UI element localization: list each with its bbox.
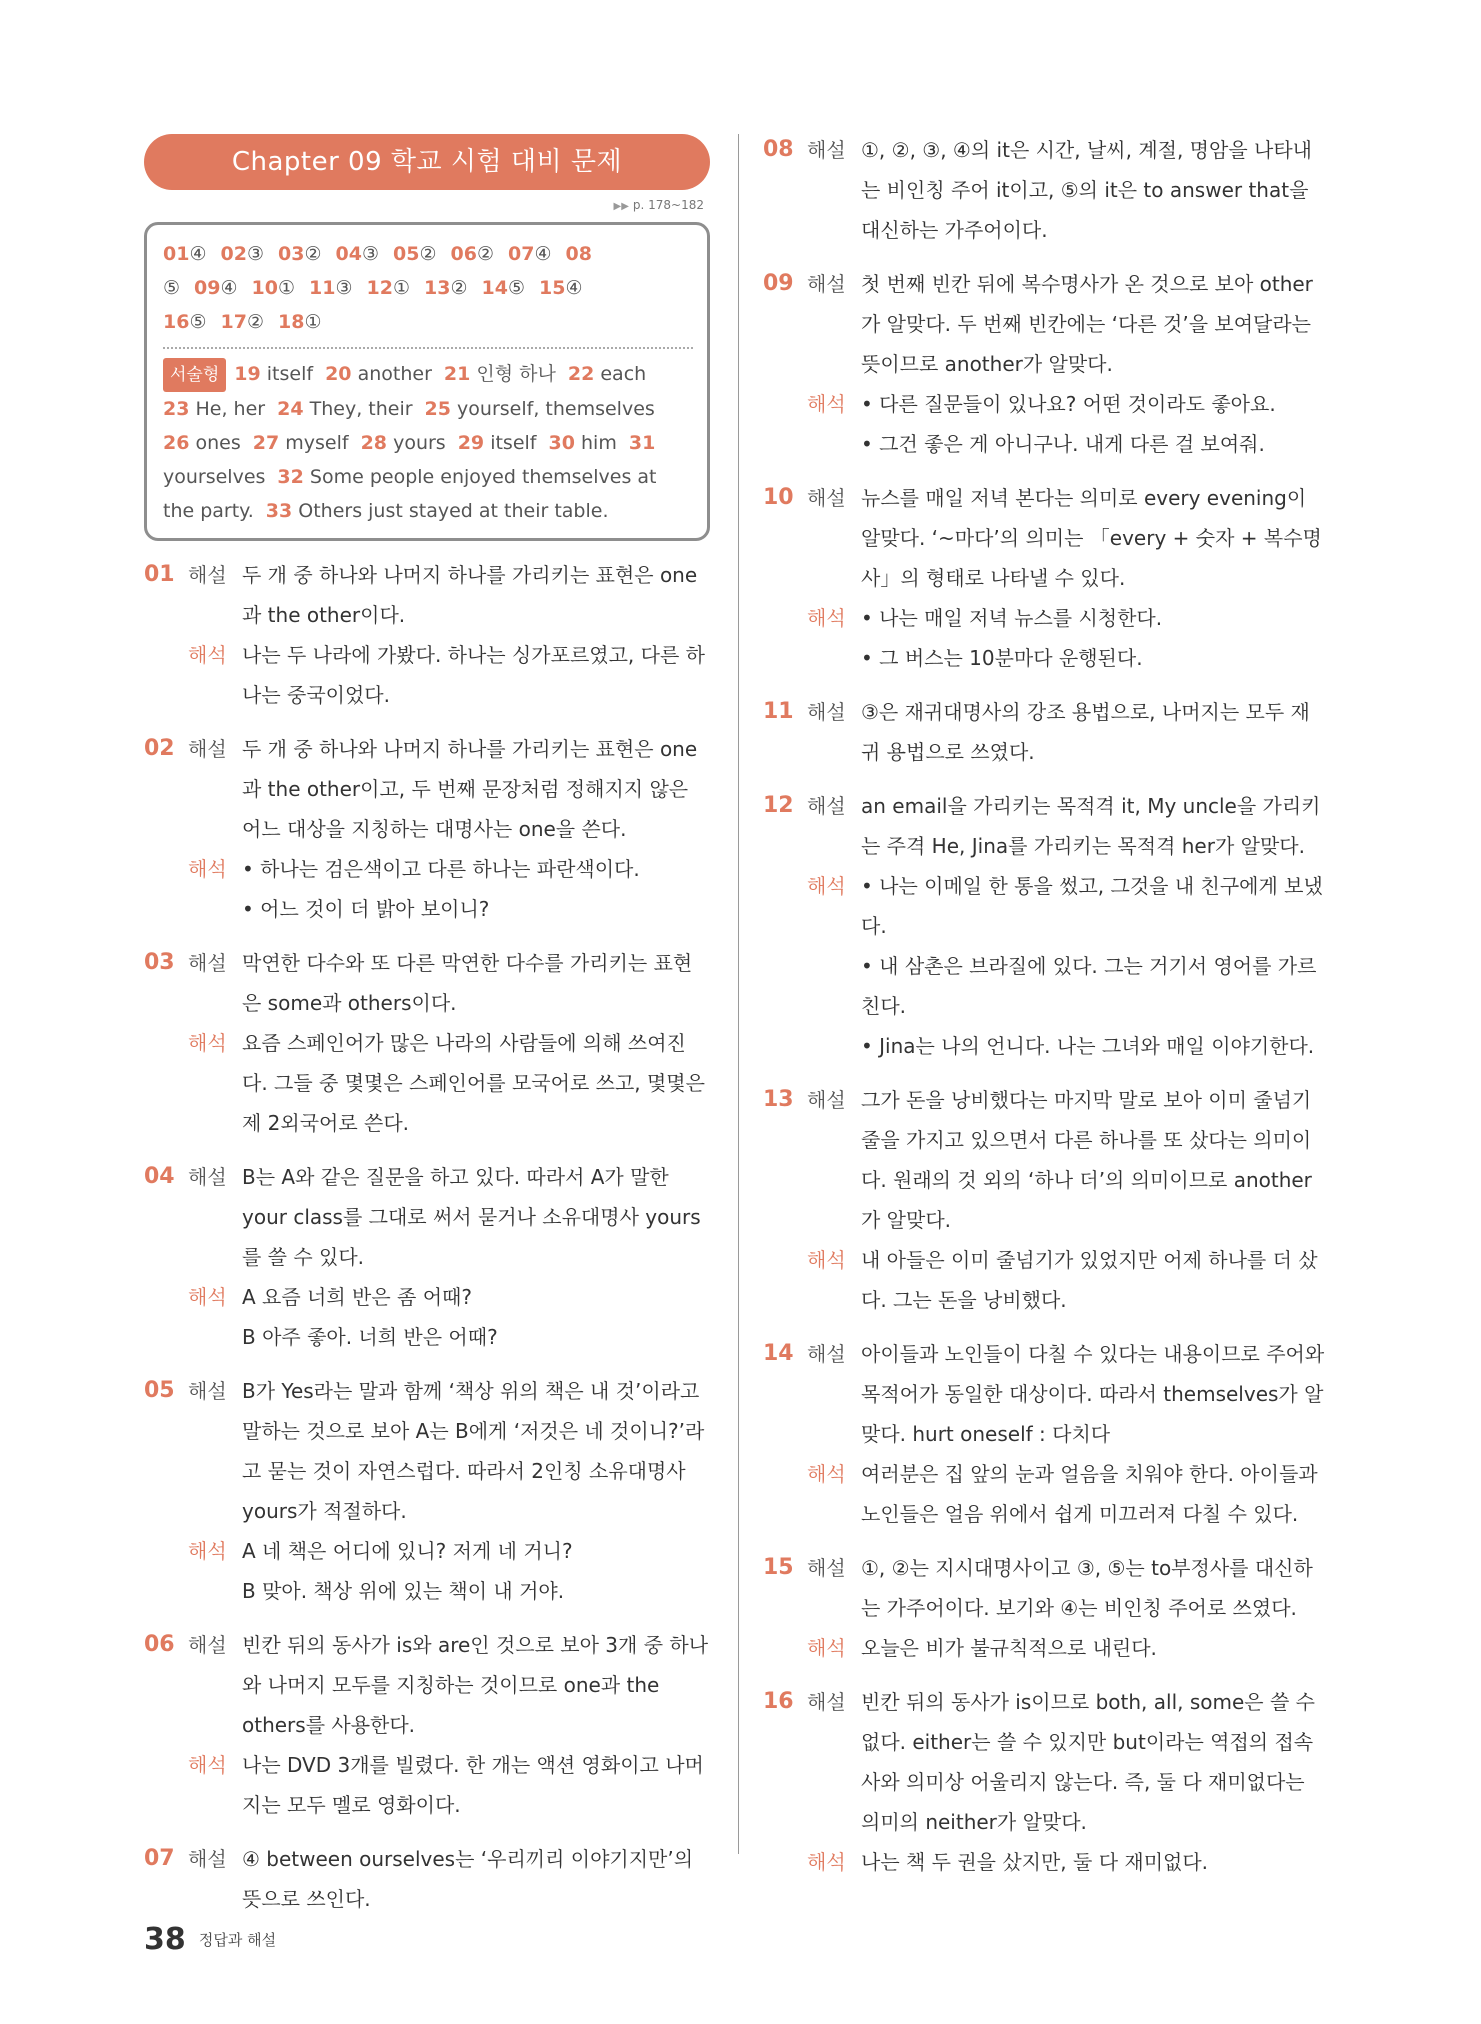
question-number: 11 [763, 699, 794, 724]
descriptive-row [163, 357, 693, 392]
descriptive-item [325, 363, 432, 385]
answer-number: 17 [220, 311, 247, 333]
translation-line: 여러분은 집 앞의 눈과 얼음을 치워야 한다. 아이들과 노인들은 얼음 위에서 쉽게 미끄러져 다칠 수 있다. [861, 1462, 1318, 1526]
answer-number: 22 [567, 363, 595, 385]
answer-value: They, their [309, 398, 413, 420]
page-ref-arrows: ▶▶ [613, 201, 629, 212]
translation-tag: 해석 [807, 874, 846, 898]
answer-item [367, 277, 411, 299]
answer-number: 13 [424, 277, 451, 299]
answer-value: Some people enjoyed themselves at [309, 466, 657, 488]
answer-number: 01 [163, 243, 190, 265]
translation-tag: 해석 [807, 1636, 846, 1660]
explanation-text: ③은 재귀대명사의 강조 용법으로, 나머지는 모두 재귀 용법으로 쓰였다. [861, 700, 1310, 764]
answer-number: 33 [265, 500, 293, 522]
descriptive-item [629, 432, 655, 454]
answer-box-separator [163, 347, 693, 349]
answer-number: 20 [325, 363, 352, 385]
question-number: 15 [763, 1555, 794, 1580]
question-number: 10 [763, 485, 794, 510]
explanation-text: 두 개 중 하나와 나머지 하나를 가리키는 표현은 one과 the other이다. [242, 563, 698, 627]
descriptive-item [163, 432, 241, 454]
explanation-entry [763, 692, 1329, 772]
descriptive-item [277, 466, 656, 488]
explanation-tag: 해설 [807, 486, 846, 510]
answer-number: 28 [360, 432, 388, 454]
translation-line: • 나는 매일 저녁 뉴스를 시청한다. [861, 606, 1163, 630]
translation-tag: 해석 [188, 1285, 227, 1309]
explanation-entry [144, 1839, 710, 1919]
answer-item [221, 243, 265, 265]
explanation-text: 뉴스를 매일 저녁 본다는 의미로 every evening이 알맞다. ‘~마다’의 의미는 「every + 숫자 + 복수명사」의 형태로 나타낼 수 있다. [861, 486, 1322, 590]
answer-value: ② [476, 243, 494, 265]
translation-block [763, 1628, 1329, 1668]
answer-item [451, 243, 495, 265]
explanation-tag: 해설 [188, 563, 227, 587]
translation-line: • 하나는 검은색이고 다른 하나는 파란색이다. [242, 857, 640, 881]
answer-item [539, 277, 583, 299]
explanation-tag: 해설 [807, 1342, 846, 1366]
answer-number: 06 [450, 243, 477, 265]
explanation-text: 첫 번째 빈칸 뒤에 복수명사가 온 것으로 보아 other가 알맞다. 두 번째 빈칸에는 ‘다른 것’을 보여달라는 뜻이므로 another가 알맞다. [861, 272, 1313, 376]
answer-number: 07 [508, 243, 535, 265]
translation-line: • 나는 이메일 한 통을 썼고, 그것을 내 친구에게 보냈다. [861, 874, 1323, 938]
translation-text [861, 384, 1329, 464]
descriptive-row [163, 494, 693, 528]
explanation-text: ①, ②, ③, ④의 it은 시간, 날씨, 계절, 명암을 나타내는 비인칭 주어 it이고, ⑤의 it은 to answer that을 대신하는 가주어이다. [861, 138, 1312, 242]
answer-number: 14 [481, 277, 508, 299]
answer-number: 32 [277, 466, 304, 488]
descriptive-label: 서술형 [163, 358, 226, 392]
translation-text [861, 1842, 1329, 1882]
answer-value: ④ [565, 277, 583, 299]
explanation-tag: 해설 [807, 700, 846, 724]
answer-number: 08 [565, 243, 592, 265]
question-number: 06 [144, 1632, 175, 1657]
translation-tag: 해석 [188, 1753, 227, 1777]
page-footer-label: 정답과 해설 [198, 1931, 277, 1949]
translation-line: 나는 DVD 3개를 빌렸다. 한 개는 액션 영화이고 나머지는 모두 멜로 영화이다. [242, 1753, 704, 1817]
question-number: 03 [144, 950, 175, 975]
explanation-text: B는 A와 같은 질문을 하고 있다. 따라서 A가 말한 your class를 그대로 써서 묻거나 소유대명사 yours를 쓸 수 있다. [242, 1165, 701, 1269]
answer-item [278, 311, 322, 333]
translation-line: • 다른 질문들이 있나요? 어떤 것이라도 좋아요. [861, 392, 1276, 416]
translation-block [144, 635, 710, 715]
answer-value: ④ [220, 277, 238, 299]
translation-line: • 어느 것이 더 밝아 보이니? [242, 897, 490, 921]
answer-value: ⑤ [508, 277, 526, 299]
question-number: 01 [144, 562, 175, 587]
translation-tag: 해석 [188, 857, 227, 881]
descriptive-item [266, 500, 609, 522]
page-footer [144, 1922, 276, 1957]
translation-text [861, 1628, 1329, 1668]
translation-block [763, 1454, 1329, 1534]
answer-item [163, 243, 207, 265]
translation-block [144, 1277, 710, 1357]
descriptive-item [568, 363, 646, 385]
translation-tag: 해석 [807, 392, 846, 416]
explanation-text: 빈칸 뒤의 동사가 is이므로 both, all, some은 쓸 수 없다. either는 쓸 수 있지만 but이라는 역접의 접속사와 의미상 어울리지 않는다. 즉, 둘 다 재미없다는 의미의 neither가 알맞다. [861, 1690, 1315, 1834]
answer-value: itself [490, 432, 537, 454]
explanation-text: 아이들과 노인들이 다칠 수 있다는 내용이므로 주어와 목적어가 동일한 대상이다. 따라서 themselves가 알맞다. hurt oneself : 다치다 [861, 1342, 1325, 1446]
answer-value: yourself, themselves [457, 398, 655, 420]
answer-number: 29 [457, 432, 485, 454]
question-number: 12 [763, 793, 794, 818]
translation-text [242, 1745, 710, 1825]
answer-item [163, 311, 207, 333]
page-ref-text: p. 178~182 [632, 198, 704, 212]
descriptive-item [361, 432, 446, 454]
answer-value: yours [393, 432, 446, 454]
translation-text [861, 1240, 1329, 1320]
explanation-tag: 해설 [807, 794, 846, 818]
answer-row [163, 305, 693, 339]
descriptive-item [549, 432, 617, 454]
answer-item [252, 277, 296, 299]
explanation-text: ④ between ourselves는 ‘우리끼리 이야기지만’의 뜻으로 쓰인다. [242, 1847, 694, 1911]
explanation-entry [763, 786, 1329, 1066]
translation-line: B 맞아. 책상 위에 있는 책이 내 거야. [242, 1579, 565, 1603]
answer-number: 27 [252, 432, 280, 454]
explanation-tag: 해설 [188, 1165, 227, 1189]
page-number: 38 [144, 1922, 186, 1957]
answer-value: ② [304, 243, 322, 265]
answer-number: 16 [163, 311, 190, 333]
answer-value: ⑤ [163, 277, 181, 299]
answer-value: ⑤ [189, 311, 207, 333]
answer-value: ones [195, 432, 241, 454]
explanation-tag: 해설 [807, 1556, 846, 1580]
explanation-tag: 해설 [188, 1847, 227, 1871]
descriptive-item [458, 432, 537, 454]
translation-block [763, 384, 1329, 464]
answer-value: ② [419, 243, 437, 265]
chapter-title: Chapter 09 학교 시험 대비 문제 [144, 134, 710, 190]
answer-number: 26 [163, 432, 190, 454]
translation-text [861, 866, 1329, 1066]
explanation-tag: 해설 [188, 1633, 227, 1657]
explanation-entry [144, 1371, 710, 1611]
translation-tag: 해석 [807, 1850, 846, 1874]
explanation-entry [144, 1157, 710, 1357]
translation-block [763, 1240, 1329, 1320]
explanation-tag: 해설 [188, 737, 227, 761]
answer-number: 25 [424, 398, 451, 420]
answer-number: 04 [335, 243, 362, 265]
explanation-entry [144, 1625, 710, 1825]
answer-value: ③ [361, 243, 379, 265]
answer-item [221, 311, 265, 333]
explanation-entry [144, 729, 710, 929]
answer-row [163, 237, 693, 271]
explanation-text: 그가 돈을 낭비했다는 마지막 말로 보아 이미 줄넘기 줄을 가지고 있으면서 다른 하나를 또 샀다는 의미이다. 원래의 것 외의 ‘하나 더’의 의미이므로 another가 알맞다. [861, 1088, 1312, 1232]
descriptive-row [163, 460, 693, 494]
explanation-entry [144, 555, 710, 715]
answer-key-box [144, 222, 710, 541]
answer-value: ③ [246, 243, 264, 265]
answer-number: 10 [251, 277, 278, 299]
translation-tag: 해석 [807, 1248, 846, 1272]
answer-number: 11 [309, 277, 336, 299]
translation-line: 나는 두 나라에 가봤다. 하나는 싱가포르였고, 다른 하나는 중국이었다. [242, 643, 705, 707]
answer-value: the party. [163, 500, 254, 522]
translation-line: A 네 책은 어디에 있니? 저게 네 거니? [242, 1539, 573, 1563]
translation-tag: 해석 [807, 606, 846, 630]
answer-number: 21 [443, 363, 471, 385]
explanation-text: 두 개 중 하나와 나머지 하나를 가리키는 표현은 one과 the other이고, 두 번째 문장처럼 정해지지 않은 어느 대상을 지칭하는 대명사는 one을 쓴다. [242, 737, 698, 841]
translation-line: B 아주 좋아. 너희 반은 어때? [242, 1325, 498, 1349]
answer-number: 18 [278, 311, 305, 333]
answer-value: ② [246, 311, 264, 333]
answer-value: He, her [195, 398, 266, 420]
explanation-tag: 해설 [188, 951, 227, 975]
answer-value: myself [285, 432, 349, 454]
descriptive-item [163, 500, 254, 522]
left-explanations [144, 555, 710, 1919]
answer-number: 02 [220, 243, 247, 265]
answer-number: 30 [548, 432, 575, 454]
translation-line: • 그 버스는 10분마다 운행된다. [861, 646, 1143, 670]
translation-line: 나는 책 두 권을 샀지만, 둘 다 재미없다. [861, 1850, 1209, 1874]
answer-number: 03 [278, 243, 305, 265]
descriptive-row [163, 392, 693, 426]
descriptive-item [277, 398, 412, 420]
answer-item [309, 277, 353, 299]
answer-value: ④ [189, 243, 207, 265]
translation-text [861, 1454, 1329, 1534]
answer-value: him [581, 432, 617, 454]
answer-number: 31 [628, 432, 656, 454]
descriptive-item [163, 466, 265, 488]
explanation-entry [763, 1548, 1329, 1668]
answer-value: ① [278, 277, 296, 299]
answer-item [566, 243, 592, 265]
translation-line: A 요즘 너희 반은 좀 어때? [242, 1285, 472, 1309]
answer-value: ① [304, 311, 322, 333]
translation-block [144, 849, 710, 929]
translation-text [242, 1277, 710, 1357]
question-number: 14 [763, 1341, 794, 1366]
explanation-text: 빈칸 뒤의 동사가 is와 are인 것으로 보아 3개 중 하나와 나머지 모두를 지칭하는 것이므로 one과 the others를 사용한다. [242, 1633, 709, 1737]
descriptive-item [444, 363, 556, 385]
answer-item [508, 243, 552, 265]
answer-number: 12 [366, 277, 393, 299]
answer-item [482, 277, 526, 299]
answer-value: each [600, 363, 647, 385]
answer-row [163, 271, 693, 305]
translation-block [763, 866, 1329, 1066]
translation-block [144, 1745, 710, 1825]
answer-value: 인형 하나 [476, 363, 556, 385]
explanation-text: an email을 가리키는 목적격 it, My uncle을 가리키는 주격 He, Jina를 가리키는 목적격 her가 알맞다. [861, 794, 1321, 858]
translation-text [242, 1023, 710, 1143]
explanation-entry [763, 264, 1329, 464]
question-number: 02 [144, 736, 175, 761]
answer-number: 09 [194, 277, 221, 299]
descriptive-item [425, 398, 655, 420]
answer-number: 19 [234, 363, 261, 385]
descriptive-item [253, 432, 349, 454]
question-number: 08 [763, 137, 794, 162]
answer-item [194, 277, 238, 299]
explanation-tag: 해설 [807, 1690, 846, 1714]
translation-text [242, 635, 710, 715]
right-column [763, 130, 1329, 1882]
translation-block [144, 1023, 710, 1143]
answer-value: yourselves [163, 466, 266, 488]
translation-line: • 내 삼촌은 브라질에 있다. 그는 거기서 영어를 가르친다. [861, 954, 1317, 1018]
translation-line: 요즘 스페인어가 많은 나라의 사람들에 의해 쓰여진다. 그들 중 몇몇은 스페인어를 모국어로 쓰고, 몇몇은 제 2외국어로 쓴다. [242, 1031, 705, 1135]
translation-line: • Jina는 나의 언니다. 나는 그녀와 매일 이야기한다. [861, 1034, 1315, 1058]
answer-item [424, 277, 468, 299]
question-number: 13 [763, 1087, 794, 1112]
answer-value: ③ [335, 277, 353, 299]
translation-tag: 해석 [188, 1539, 227, 1563]
translation-line: 오늘은 비가 불규칙적으로 내린다. [861, 1636, 1157, 1660]
translation-block [763, 1842, 1329, 1882]
answer-value: itself [266, 363, 314, 385]
question-number: 16 [763, 1689, 794, 1714]
answer-value: another [357, 363, 432, 385]
answer-item [393, 243, 437, 265]
explanation-entry [763, 1080, 1329, 1320]
explanation-entry [763, 1334, 1329, 1534]
answer-number: 15 [539, 277, 566, 299]
page-reference [144, 198, 704, 212]
answer-item [163, 277, 180, 299]
descriptive-item [163, 398, 265, 420]
answer-item [336, 243, 380, 265]
translation-tag: 해석 [188, 1031, 227, 1055]
answer-number: 24 [277, 398, 304, 420]
question-number: 09 [763, 271, 794, 296]
explanation-text: B가 Yes라는 말과 함께 ‘책상 위의 책은 내 것’이라고 말하는 것으로 보아 A는 B에게 ‘저것은 네 것이니?’라고 묻는 것이 자연스럽다. 따라서 2인칭 소유대명사 yours가 적절하다. [242, 1379, 705, 1523]
translation-block [763, 598, 1329, 678]
question-number: 07 [144, 1846, 175, 1871]
question-number: 05 [144, 1378, 175, 1403]
translation-text [242, 849, 710, 929]
explanation-entry [763, 130, 1329, 250]
explanation-tag: 해설 [188, 1379, 227, 1403]
translation-tag: 해석 [188, 643, 227, 667]
answer-item [278, 243, 322, 265]
answer-value: ④ [534, 243, 552, 265]
question-number: 04 [144, 1164, 175, 1189]
translation-line: • 그건 좋은 게 아니구나. 내게 다른 걸 보여줘. [861, 432, 1265, 456]
translation-block [144, 1531, 710, 1611]
explanation-tag: 해설 [807, 138, 846, 162]
answer-number: 05 [393, 243, 420, 265]
column-divider [738, 134, 739, 1854]
answer-value: ② [450, 277, 468, 299]
translation-text [242, 1531, 710, 1611]
descriptive-row [163, 426, 693, 460]
explanation-text: ①, ②는 지시대명사이고 ③, ⑤는 to부정사를 대신하는 가주어이다. 보기와 ④는 비인칭 주어로 쓰였다. [861, 1556, 1313, 1620]
translation-text [861, 598, 1329, 678]
left-column [144, 134, 710, 1919]
explanation-entry [763, 1682, 1329, 1882]
translation-line: 내 아들은 이미 줄넘기가 있었지만 어제 하나를 더 샀다. 그는 돈을 낭비했다. [861, 1248, 1318, 1312]
answer-value: Others just stayed at their table. [298, 500, 609, 522]
translation-tag: 해석 [807, 1462, 846, 1486]
explanation-tag: 해설 [807, 272, 846, 296]
explanation-entry [144, 943, 710, 1143]
explanation-tag: 해설 [807, 1088, 846, 1112]
descriptive-item [234, 363, 313, 385]
explanation-text: 막연한 다수와 또 다른 막연한 다수를 가리키는 표현은 some과 others이다. [242, 951, 693, 1015]
answer-value: ① [393, 277, 411, 299]
explanation-entry [763, 478, 1329, 678]
answer-number: 23 [163, 398, 190, 420]
